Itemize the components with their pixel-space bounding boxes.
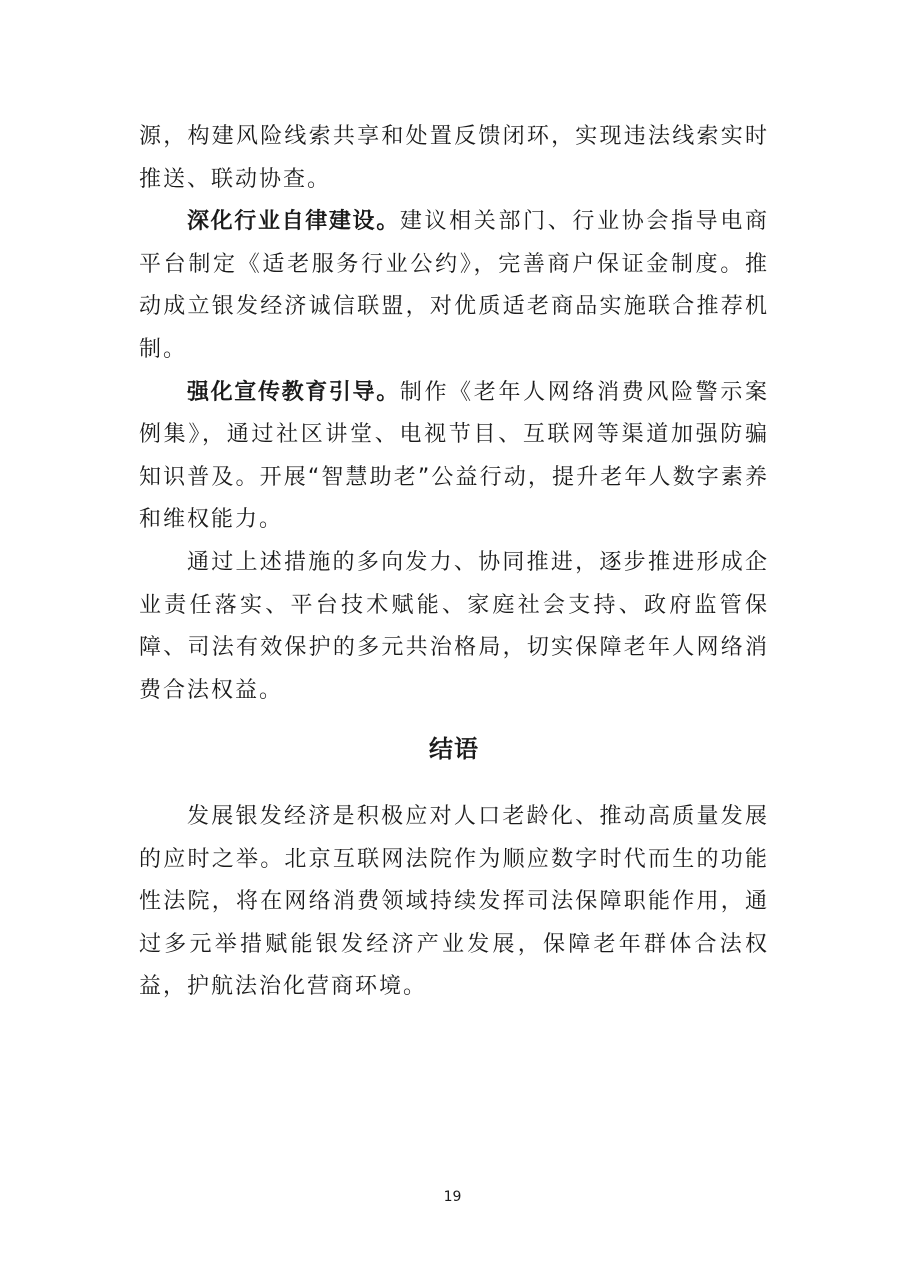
conclusion-section	[139, 796, 769, 1009]
conclusion-heading: 结语	[429, 735, 479, 763]
education-paragraph	[139, 372, 769, 542]
self-discipline-text: 建议相关部门、行业协会指导电商平台制定《适老服务行业公约》，完善商户保证金制度。推动成立银发经济诚信联盟，对优质适老商品实施联合推荐机制。	[139, 209, 769, 362]
self-discipline-lead: 深化行业自律建设。	[187, 209, 400, 235]
education-lead: 强化宣传教育引导。	[187, 379, 400, 405]
recommendations-section	[139, 116, 769, 712]
conclusion-paragraph: 发展银发经济是积极应对人口老龄化、推动高质量发展的应时之举。北京互联网法院作为顺应数字时代而生的功能性法院，将在网络消费领域持续发挥司法保障职能作用，通过多元举措赋能银发经济产业发展，保障老年群体合法权益，护航法治化营商环境。	[139, 804, 769, 1000]
education-text: 制作《老年人网络消费风险警示案例集》，通过社区讲堂、电视节目、互联网等渠道加强防骗知识普及。开展“智慧助老”公益行动，提升老年人数字素养和维权能力。	[139, 379, 769, 533]
page-number: 19	[443, 1189, 462, 1205]
continued-paragraph: 源，构建风险线索共享和处置反馈闭环，实现违法线索实时推送、联动协查。	[139, 124, 769, 192]
summary-paragraph: 通过上述措施的多向发力、协同推进，逐步推进形成企业责任落实、平台技术赋能、家庭社会支持、政府监管保障、司法有效保护的多元共治格局，切实保障老年人网络消费合法权益。	[139, 549, 769, 703]
self-discipline-paragraph	[139, 201, 769, 371]
